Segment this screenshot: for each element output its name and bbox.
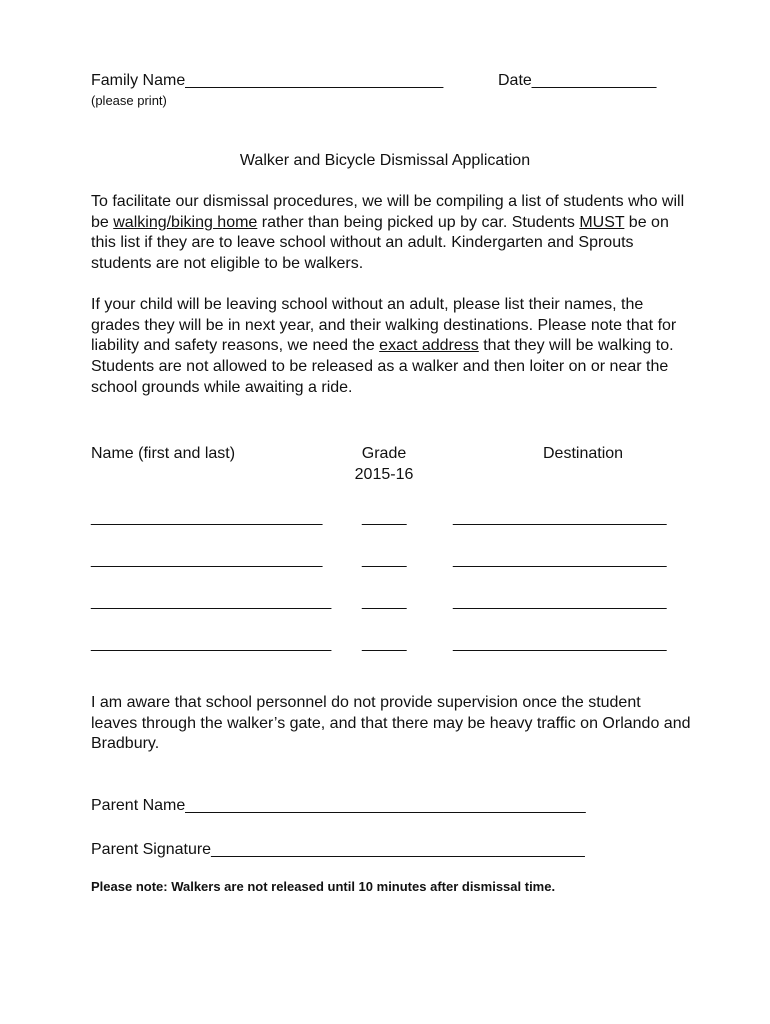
row-name-field[interactable]: __________________________	[91, 509, 323, 526]
row-destination-field[interactable]: ________________________	[453, 635, 667, 652]
instructions-underline-address: exact address	[379, 337, 479, 355]
instructions-text-1: If your child will be leaving school without an adult, please list their names, the grades they will be in next year, and their walking destinations. Please note that for liability and safety reasons, we need the	[91, 296, 677, 355]
row-grade-field[interactable]: _____	[362, 593, 407, 610]
document-title: Walker and Bicycle Dismissal Application	[239, 152, 531, 169]
parent-name-field[interactable]: Parent Name_____________________________________________	[91, 797, 586, 814]
parent-signature-field[interactable]: Parent Signature__________________________________________	[91, 841, 585, 858]
table-row	[0, 508, 770, 528]
intro-text-2: rather than being picked up by car. Students	[257, 213, 580, 231]
intro-text-1: To facilitate our dismissal procedures, we will be compiling a list of students who will be	[91, 193, 685, 231]
date-field[interactable]: Date______________	[498, 72, 657, 89]
row-destination-field[interactable]: ________________________	[453, 509, 667, 526]
column-header-grade: Grade	[361, 445, 407, 462]
instructions-paragraph	[91, 295, 691, 399]
family-name-field[interactable]: Family Name_____________________________	[91, 72, 444, 89]
row-name-field[interactable]: ___________________________	[91, 635, 332, 652]
column-header-name: Name (first and last)	[91, 445, 236, 462]
intro-underline-walking: walking/biking home	[113, 213, 258, 231]
row-grade-field[interactable]: _____	[362, 509, 407, 526]
instructions-text-2: that they will be walking to. Students are not allowed to be released as a walker and then loiter on or near the school grounds while awaiting a ride.	[91, 337, 674, 396]
awareness-paragraph: I am aware that school personnel do not provide supervision once the student leaves through the walker’s gate, and that there may be heavy traffic on Orlando and Bradbury.	[91, 694, 691, 753]
column-header-grade-year: 2015-16	[354, 466, 414, 483]
row-destination-field[interactable]: ________________________	[453, 593, 667, 610]
row-name-field[interactable]: ___________________________	[91, 593, 332, 610]
row-destination-field[interactable]: ________________________	[453, 551, 667, 568]
dismissal-note: Please note: Walkers are not released until 10 minutes after dismissal time.	[91, 879, 556, 894]
column-header-destination: Destination	[543, 445, 624, 462]
please-print-note: (please print)	[91, 93, 167, 108]
intro-text-3: be on this list if they are to leave school without an adult. Kindergarten and Sprouts students are not eligible to be walkers.	[91, 213, 669, 273]
row-grade-field[interactable]: _____	[362, 551, 407, 568]
table-row	[0, 550, 770, 570]
row-name-field[interactable]: __________________________	[91, 551, 323, 568]
row-grade-field[interactable]: _____	[362, 635, 407, 652]
table-row	[0, 592, 770, 612]
intro-underline-must: MUST	[579, 213, 625, 231]
intro-paragraph	[91, 192, 691, 275]
table-row	[0, 634, 770, 654]
